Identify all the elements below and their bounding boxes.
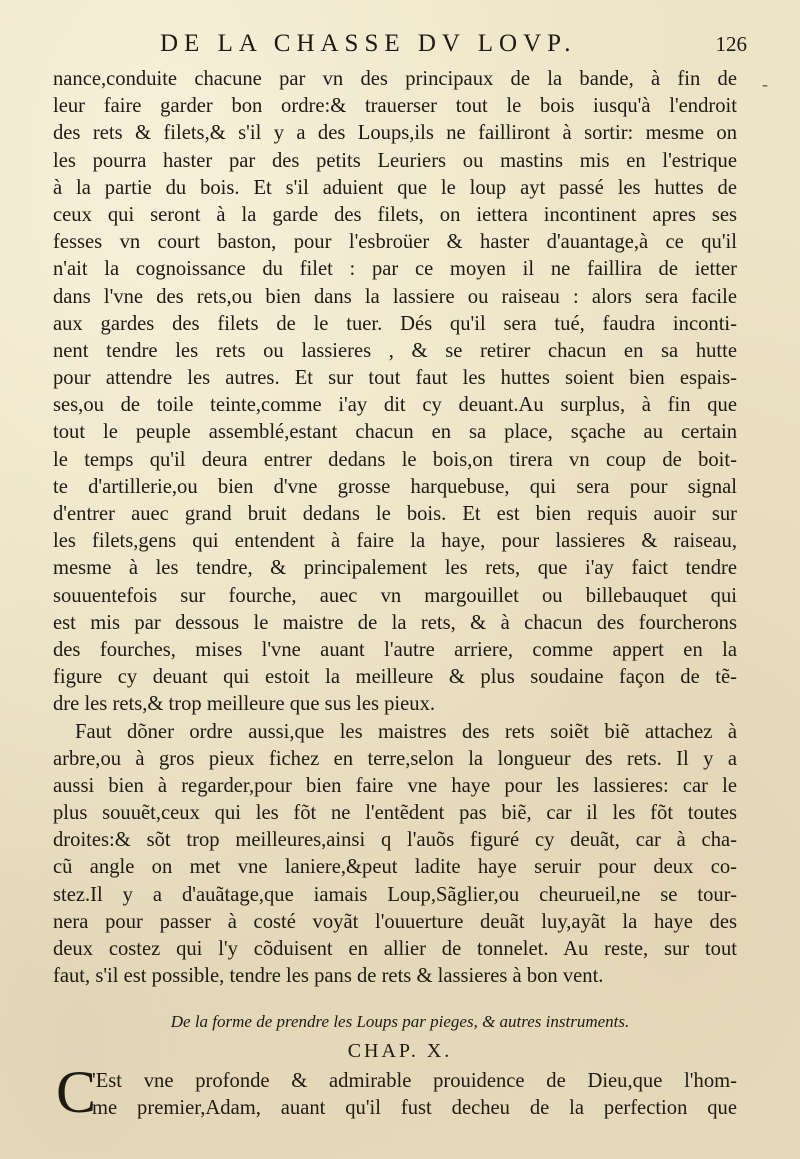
text-line: ses,ou de toile teinte,comme i'ay dit cy deuant.Au surplus, à fin que xyxy=(53,394,737,417)
text-line: dans l'vne des rets,ou bien dans la lassiere ou raiseau : alors sera facile xyxy=(53,285,737,308)
running-title: DE LA CHASSE DV LOVP. xyxy=(160,30,577,57)
text-line: les filets,gens qui entendent à faire la haye, pour lassieres & raiseau, xyxy=(53,530,737,553)
chapter-text-line: 'Est vne profonde & admirable prouidence de Dieu,que l'hom- xyxy=(92,1070,737,1092)
margin-mark: - xyxy=(762,74,768,94)
text-line: à la partie du bois. Et s'il aduient que le loup ayt passé les huttes de xyxy=(53,176,737,199)
text-line: des fourches, mises l'vne auant l'autre arriere, comme appert en la xyxy=(53,638,737,661)
text-line: plus souuẽt,ceux qui les fõt ne l'entẽdent pas biẽ, car il les fõt toutes xyxy=(53,802,737,825)
text-line: pour attendre les autres. Et sur tout faut les huttes soient bien espais- xyxy=(53,367,737,390)
text-line: stez.Il y a d'auãtage,que iamais Loup,Sãglier,ou cheurueil,ne se tour- xyxy=(53,883,737,906)
chapter-text-line: me premier,Adam, auant qu'il fust decheu de la perfection que xyxy=(92,1097,737,1120)
chapter-title: De la forme de prendre les Loups par pieges, & autres instruments. xyxy=(170,1012,630,1031)
text-line: le temps qu'il deura entrer dedans le bois,on tirera vn coup de boit- xyxy=(53,448,737,471)
text-line: les pourra haster par des petits Leuriers ou mastins mis en l'estrique xyxy=(53,149,737,172)
text-line: n'ait la cognoissance du filet : par ce moyen il ne faillira de ietter xyxy=(53,258,737,281)
text-line: te d'artillerie,ou bien d'vne grosse harquebuse, qui sera pour signal xyxy=(53,475,737,498)
body-text xyxy=(53,66,737,990)
text-line: droites:& sõt trop meilleures,ainsi q l'auõs figuré cy deuãt, car à cha- xyxy=(53,829,737,852)
text-line: arbre,ou à gros pieux fichez en terre,selon la longueur des rets. Il y a xyxy=(53,747,737,770)
text-line: nance,conduite chacune par vn des principaux de la bande, à fin de xyxy=(53,68,737,90)
text-line: Faut dõner ordre aussi,que les maistres des rets soiẽt biẽ attachez à xyxy=(75,720,737,743)
text-line: nera pour passer à costé voyãt l'ouuerture deuãt luy,ayãt la haye des xyxy=(53,910,737,933)
text-line: est mis par dessous le maistre de la rets, & à chacun des fourcherons xyxy=(53,611,737,634)
text-line: faut, s'il est possible, tendre les pans de rets & lassieres à bon vent. xyxy=(53,965,604,988)
text-line: leur faire garder bon ordre:& trauerser tout le bois iusqu'à l'endroit xyxy=(53,95,737,118)
text-line: nent tendre les rets ou lassieres , & se retirer chacun en sa hutte xyxy=(53,339,737,362)
text-line: fesses vn court baston, pour l'esbroüer & haster d'auantage,à ce qu'il xyxy=(53,231,737,254)
text-line: deux costez qui l'y cõduisent en allier de tonnelet. Au reste, sur tout xyxy=(53,938,737,960)
text-line: figure cy deuant qui estoit la meilleure & plus soudaine façon de tẽ- xyxy=(53,666,737,689)
text-line: mesme à les tendre, & principalement les rets, que i'ay faict tendre xyxy=(53,557,737,580)
page-number: 126 xyxy=(715,32,747,56)
text-line: des rets & filets,& s'il y a des Loups,ils ne failliront à sortir: mesme on xyxy=(53,122,737,145)
text-line: dre les rets,& trop meilleure que sus les pieux. xyxy=(53,693,436,716)
text-line: tout le peuple assemblé,estant chacun en sa place, sçache au certain xyxy=(53,421,737,444)
text-line: aussi bien à regarder,pour bien faire vne haye pour les lassieres: car le xyxy=(53,774,737,797)
text-line: souuentefois sur fourche, auec vn margouillet ou billebauquet qui xyxy=(53,584,737,607)
text-line: ceux qui seront à la garde des filets, on iettera incontinent apres ses xyxy=(53,203,737,226)
chapter-body xyxy=(92,1068,737,1122)
chapter-number: CHAP. X. xyxy=(347,1040,453,1062)
drop-cap: C xyxy=(56,1059,97,1125)
text-line: cũ angle on met vne laniere,&peut ladite haye seruir pour deux co- xyxy=(53,856,737,879)
text-line: aux gardes des filets de le tuer. Dés qu'il sera tué, faudra inconti- xyxy=(53,312,737,335)
text-line: d'entrer auec grand bruit dedans le bois. Et est bien requis auoir sur xyxy=(53,503,737,525)
